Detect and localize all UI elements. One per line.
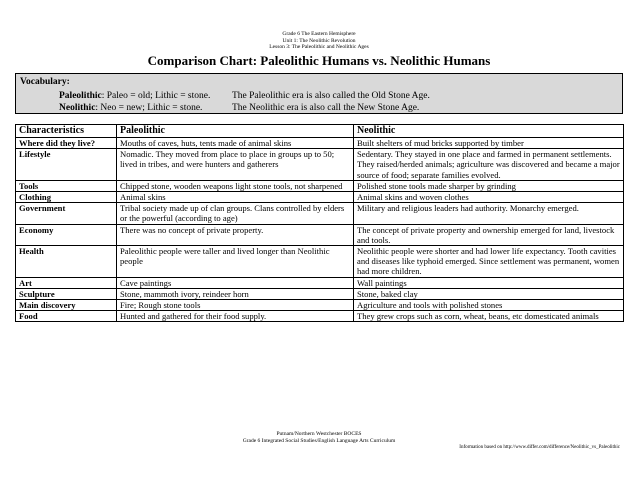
header-paleolithic: Paleolithic: [117, 125, 354, 138]
table-row: [16, 300, 624, 311]
footer-org: Putnam/Northern Westchester BOCES: [276, 431, 362, 437]
table-row: [16, 149, 624, 181]
paleolithic-cell: Mouths of caves, huts, tents made of animal skins: [117, 138, 354, 149]
vocabulary-box: [15, 73, 623, 114]
row-characteristic: Sculpture: [16, 288, 117, 299]
table-row: [16, 224, 624, 245]
neolithic-cell: Animal skins and woven clothes: [354, 192, 624, 203]
row-characteristic: Clothing: [16, 192, 117, 203]
row-characteristic: Economy: [16, 224, 117, 245]
page-title: Comparison Chart: Paleolithic Humans vs. Neolithic Humans: [147, 53, 491, 68]
table-header-row: [16, 125, 624, 138]
paleolithic-cell: Fire; Rough stone tools: [117, 300, 354, 311]
row-characteristic: Main discovery: [16, 300, 117, 311]
neolithic-cell: Polished stone tools made sharper by grinding: [354, 180, 624, 191]
footer-curriculum: Grade 6 Integrated Social Studies/English Language Arts Curriculum: [242, 438, 396, 444]
table-row: [16, 138, 624, 149]
header-neolithic: Neolithic: [354, 125, 624, 138]
paleolithic-cell: Animal skins: [117, 192, 354, 203]
doc-header-lesson: Lesson 3: The Paleolithic and Neolithic Ages: [269, 44, 369, 51]
doc-header-grade: Grade 6 The Eastern Hemisphere: [282, 31, 356, 37]
vocab-term: Neolithic: [59, 103, 96, 113]
paleolithic-cell: Chipped stone, wooden weapons light stone tools, not sharpened: [117, 180, 354, 191]
comparison-table-body: [16, 125, 624, 322]
neolithic-cell: Wall paintings: [354, 277, 624, 288]
neolithic-cell: The concept of private property and ownership emerged for land, livestock and tools.: [354, 224, 624, 245]
neolithic-cell: Sedentary. They stayed in one place and farmed in permanent settlements. They raised/herded animals; agriculture was discovered and became a major source of food; separate families evolved.: [354, 149, 624, 181]
paleolithic-cell: There was no concept of private property.: [117, 224, 354, 245]
paleolithic-cell: Paleolithic people were taller and lived longer than Neolithic people: [117, 246, 354, 278]
table-row: [16, 246, 624, 278]
row-characteristic: Food: [16, 311, 117, 322]
vocab-term: Paleolithic: [59, 91, 102, 101]
row-characteristic: Health: [16, 246, 117, 278]
neolithic-cell: Built shelters of mud bricks supported by timber: [354, 138, 624, 149]
table-row: [16, 180, 624, 191]
paleolithic-cell: Nomadic. They moved from place to place in groups up to 50; lived in tribes, and were hunters and gatherers: [117, 149, 354, 181]
row-characteristic: Art: [16, 277, 117, 288]
table-row: [16, 311, 624, 322]
footer-source: Information based on http://www.differ.com/difference/Neolithic_vs_Paleolithic: [459, 445, 620, 450]
vocab-neolithic-def: [59, 103, 202, 113]
vocab-neolithic-note: The Neolithic era is also call the New Stone Age.: [232, 103, 420, 113]
table-row: [16, 203, 624, 224]
neolithic-cell: They grew crops such as corn, wheat, beans, etc domesticated animals: [354, 311, 624, 322]
vocab-paleolithic-def: [59, 91, 210, 101]
paleolithic-cell: Tribal society made up of clan groups. Clans controlled by elders or the powerful (according to age): [117, 203, 354, 224]
vocab-meaning: : Neo = new; Lithic = stone.: [95, 103, 203, 113]
neolithic-cell: Stone, baked clay: [354, 288, 624, 299]
row-characteristic: Where did they live?: [16, 138, 117, 149]
table-row: [16, 288, 624, 299]
paleolithic-cell: Stone, mammoth ivory, reindeer horn: [117, 288, 354, 299]
neolithic-cell: Military and religious leaders had authority. Monarchy emerged.: [354, 203, 624, 224]
neolithic-cell: Neolithic people were shorter and had lower life expectancy. Tooth cavities and diseases like typhoid emerged. Since settlement was permanent, women had more children.: [354, 246, 624, 278]
table-row: [16, 277, 624, 288]
comparison-table: [15, 124, 624, 322]
paleolithic-cell: Cave paintings: [117, 277, 354, 288]
vocab-meaning: : Paleo = old; Lithic = stone.: [101, 91, 211, 101]
row-characteristic: Tools: [16, 180, 117, 191]
row-characteristic: Lifestyle: [16, 149, 117, 181]
vocab-paleolithic-note: The Paleolithic era is also called the Old Stone Age.: [232, 91, 430, 101]
vocabulary-heading: Vocabulary:: [20, 77, 70, 87]
table-row: [16, 192, 624, 203]
doc-header-unit: Unit 1: The Neolithic Revolution: [282, 37, 356, 44]
header-characteristics: Characteristics: [16, 125, 117, 138]
paleolithic-cell: Hunted and gathered for their food supply.: [117, 311, 354, 322]
neolithic-cell: Agriculture and tools with polished stones: [354, 300, 624, 311]
row-characteristic: Government: [16, 203, 117, 224]
